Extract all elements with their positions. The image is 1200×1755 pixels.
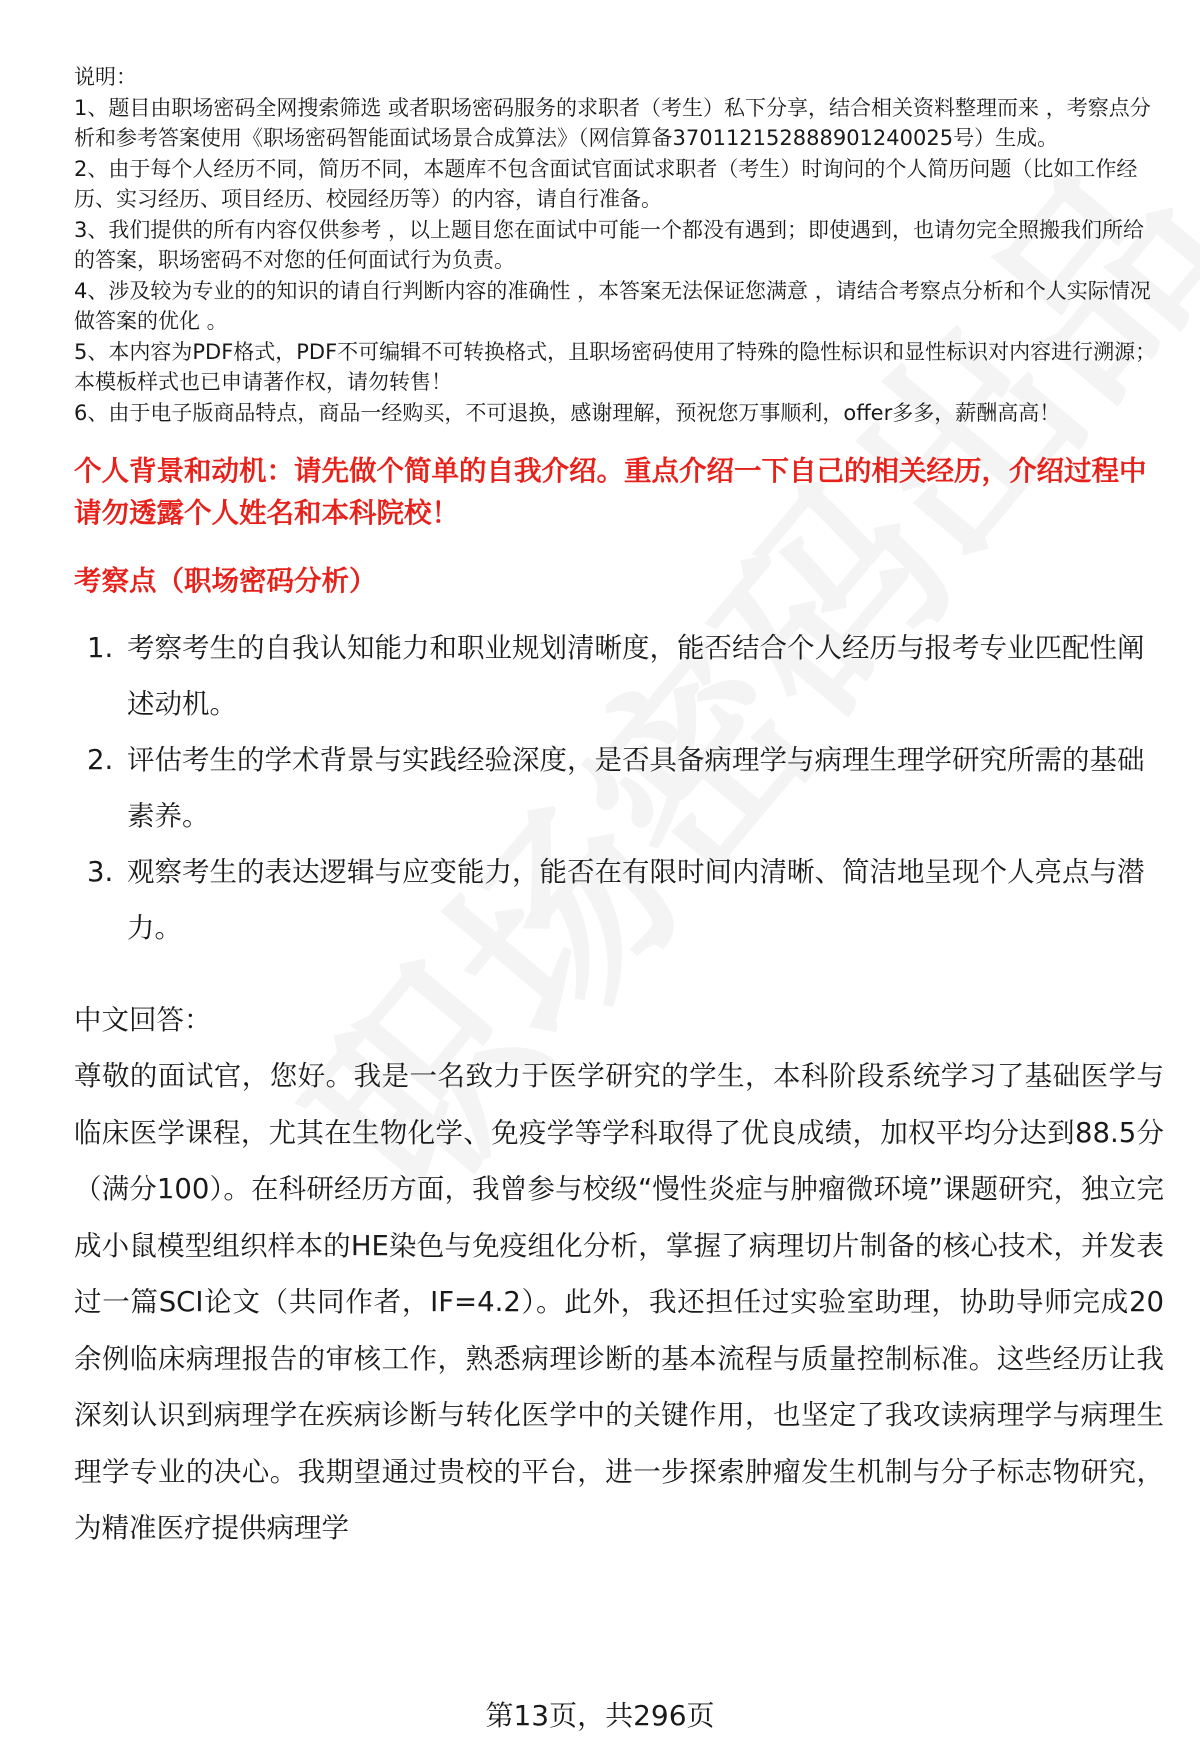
note-item: 5、本内容为PDF格式，PDF不可编辑不可转换格式，且职场密码使用了特殊的隐性标识和显性标识对内容进行溯源；本模板样式也已申请著作权，请勿转售！ <box>74 339 1157 394</box>
point-number: 3. <box>87 856 114 888</box>
answer-text: 尊敬的面试官，您好。我是一名致力于医学研究的学生，本科阶段系统学习了基础医学与临床医学课程，尤其在生物化学、免疫学等学科取得了优良成绩，加权平均分达到88.5分（满分100）。在科研经历方面，我曾参与校级“慢性炎症与肿瘤微环境”课题研究，独立完成小鼠模型组织样本的HE染色与免疫组化分析，掌握了病理切片制备的核心技术，并发表过一篇SCI论文（共同作者，IF=4.2）。此外，我还担任过实验室助理，协助导师完成20余例临床病理报告的审核工作，熟悉病理诊断的基本流程与质量控制标准。这些经历让我深刻认识到病理学在疾病诊断与转化医学中的关键作用，也坚定了我攻读病理学与病理生理学专业的决心。我期望通过贵校的平台，进一步探索肿瘤发生机制与分子标志物研究，为精准医疗提供病理学 <box>74 1060 1164 1544</box>
analysis-heading: 考察点（职场密码分析） <box>74 565 377 597</box>
point-number: 1. <box>87 632 114 664</box>
note-item: 1、题目由职场密码全网搜索筛选 或者职场密码服务的求职者（考生）私下分享，结合相关资料整理而来 ，考察点分析和参考答案使用《职场密码智能面试场景合成算法》（网信算备370112152888901240025号）生成。 <box>74 95 1151 150</box>
notes-title: 说明： <box>74 65 137 89</box>
page-number: 第13页，共296页 <box>485 1699 715 1732</box>
analysis-point <box>74 620 1164 732</box>
note-item: 6、由于电子版商品特点，商品一经购买，不可退换，感谢理解，预祝您万事顺利，offer多多，薪酬高高！ <box>74 400 1061 425</box>
analysis-point <box>74 732 1164 844</box>
analysis-points <box>74 620 1164 956</box>
point-number: 2. <box>87 744 114 776</box>
page-content <box>74 62 1164 1557</box>
note-item: 2、由于每个人经历不同，简历不同，本题库不包含面试官面试求职者（考生）时询问的个人简历问题（比如工作经历、实习经历、项目经历、校园经历等）的内容，请自行准备。 <box>74 156 1138 211</box>
point-text: 评估考生的学术背景与实践经验深度，是否具备病理学与病理生理学研究所需的基础素养。 <box>127 744 1145 832</box>
note-item: 4、涉及较为专业的的知识的请自行判断内容的准确性 ，本答案无法保证您满意 ，请结合考察点分析和个人实际情况做答案的优化 。 <box>74 278 1151 333</box>
question-heading: 个人背景和动机：请先做个简单的自我介绍。重点介绍一下自己的相关经历，介绍过程中请勿透露个人姓名和本科院校！ <box>74 455 1147 529</box>
notes-section <box>74 62 1164 428</box>
point-text: 考察考生的自我认知能力和职业规划清晰度，能否结合个人经历与报考专业匹配性阐述动机。 <box>127 632 1145 720</box>
point-text: 观察考生的表达逻辑与应变能力，能否在有限时间内清晰、简洁地呈现个人亮点与潜力。 <box>127 856 1145 944</box>
answer-label: 中文回答： <box>74 1004 212 1036</box>
note-item: 3、我们提供的所有内容仅供参考 ，以上题目您在面试中可能一个都没有遇到；即使遇到，也请勿完全照搬我们所给的答案，职场密码不对您的任何面试行为负责。 <box>74 217 1145 272</box>
analysis-point <box>74 844 1164 956</box>
